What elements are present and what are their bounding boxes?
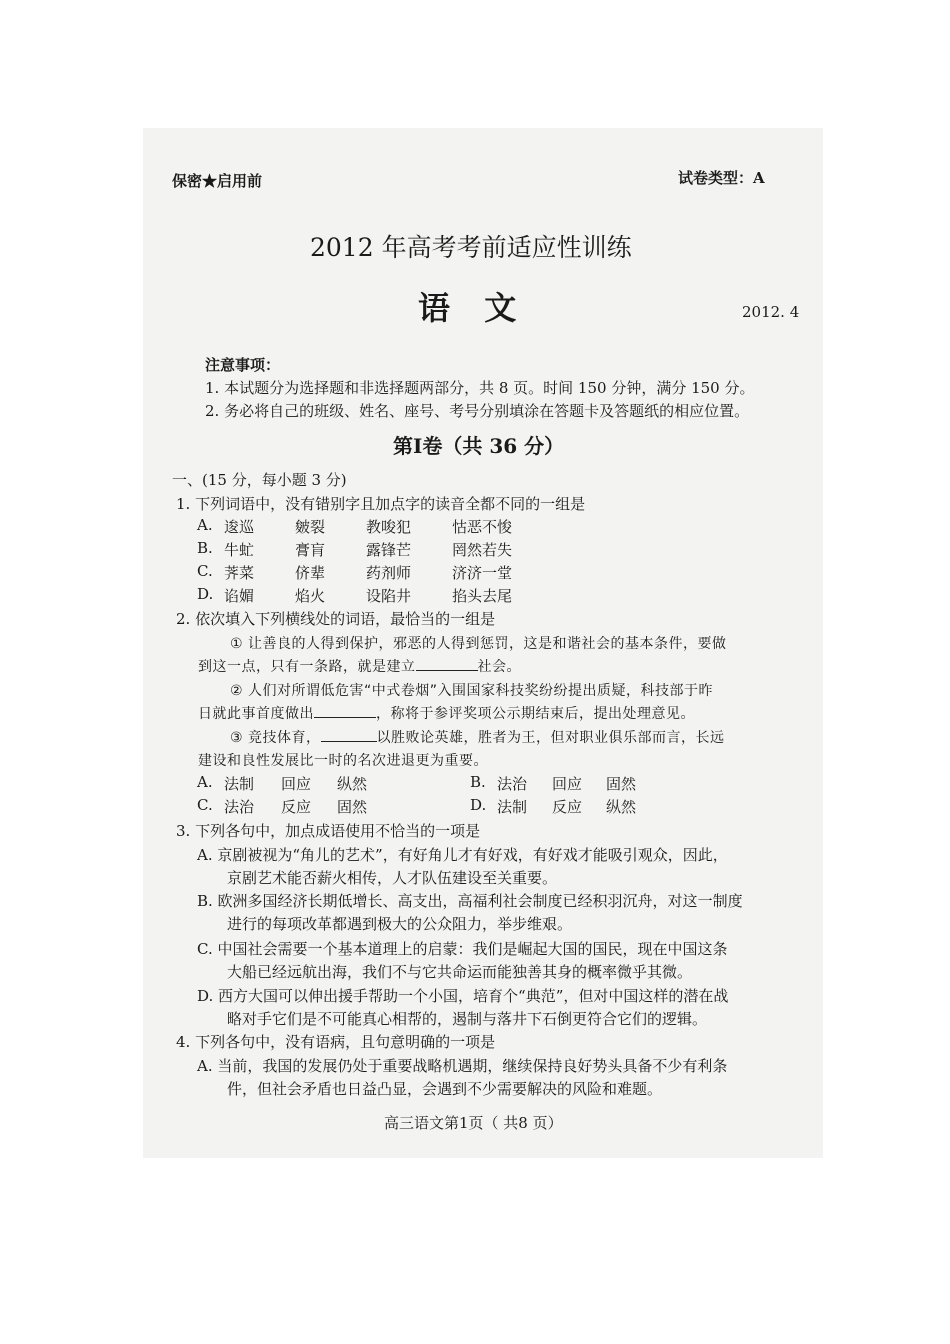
paper-type-label: 试卷类型：A [678, 169, 765, 187]
q3-option-c-line1: C. 中国社会需要一个基本道理上的启蒙：我们是崛起大国的国民，现在中国这条 [197, 940, 728, 958]
q2-option-d: D. 法制 反应 纵然 [470, 796, 637, 816]
q2-blank-1 [416, 658, 478, 671]
subject-title: 语 文 [418, 289, 521, 327]
q3-option-c-line2: 大船已经远航出海，我们不与它共命运而能独善其身的概率微乎其微。 [227, 963, 693, 981]
q2-blank-3 [321, 729, 377, 742]
q2-option-c: C. 法治 反应 固然 [197, 796, 368, 816]
q2-para2-line1: ② 人们对所谓低危害“中式卷烟”入围国家科技奖纷纷提出质疑，科技部于昨 [230, 683, 714, 699]
q3-stem: 3. 下列各句中，加点成语使用不恰当的一项是 [176, 822, 481, 840]
exam-date: 2012. 4 [742, 303, 800, 321]
q3-option-b-line2: 进行的每项改革都遇到极大的公众阻力，举步维艰。 [227, 915, 573, 933]
q2-option-a: A. 法制 回应 纵然 [197, 773, 368, 793]
q2-para3-line2: 建设和良性发展比一时的名次进退更为重要。 [198, 753, 488, 769]
q2-para3-line1: ③ 竞技体育， 以胜败论英雄，胜者为王，但对职业俱乐部而言，长远 [230, 730, 725, 746]
q1-option-a: A. 逡巡 皴裂 教唆犯 怙恶不悛 [197, 516, 513, 536]
q1-option-b: B. 牛虻 膏肓 露锋芒 罔然若失 [197, 539, 513, 559]
q3-option-a-line1: A. 京剧被视为“角儿的艺术”，有好角儿才有好戏，有好戏才能吸引观众，因此， [197, 846, 728, 864]
exam-title: 2012 年高考考前适应性训练 [310, 233, 632, 262]
q2-para1-line1: ① 让善良的人得到保护，邪恶的人得到惩罚，这是和谐社会的基本条件，要做 [230, 636, 727, 652]
section-heading: 一、(15 分，每小题 3 分) [172, 471, 347, 489]
q2-blank-2 [314, 705, 376, 718]
volume-title: 第Ⅰ卷（共 36 分） [393, 434, 565, 458]
q3-option-a-line2: 京剧艺术能否薪火相传，人才队伍建设至关重要。 [227, 869, 558, 887]
q1-option-c: C. 荠菜 侪辈 药剂师 济济一堂 [197, 562, 513, 582]
q2-para2-line2: 日就此事首度做出 ，称将于参评奖项公示期结束后，提出处理意见。 [198, 706, 695, 722]
q2-option-b: B. 法治 回应 固然 [470, 773, 637, 793]
notes-item-2: 2. 务必将自己的班级、姓名、座号、考号分别填涂在答题卡及答题纸的相应位置。 [205, 402, 750, 420]
q3-option-d-line2: 略对手它们是不可能真心相帮的，遏制与落井下石倒更符合它们的逻辑。 [227, 1010, 708, 1028]
confidential-label: 保密★启用前 [172, 172, 263, 190]
q4-option-a-line1: A. 当前，我国的发展仍处于重要战略机遇期，继续保持良好势头具备不少有利条 [197, 1057, 728, 1075]
q2-para1-line2: 到这一点，只有一条路，就是建立 社会。 [198, 659, 521, 675]
q3-option-b-line1: B. 欧洲多国经济长期低增长、高支出，高福利社会制度已经积羽沉舟，对这一制度 [197, 892, 743, 910]
q4-option-a-line2: 件，但社会矛盾也日益凸显，会遇到不少需要解决的风险和难题。 [227, 1080, 663, 1098]
q1-stem: 1. 下列词语中，没有错别字且加点字的读音全都不同的一组是 [176, 495, 586, 513]
notes-heading: 注意事项： [205, 356, 281, 374]
notes-item-1: 1. 本试题分为选择题和非选择题两部分，共 8 页。时间 150 分钟，满分 150 分。 [205, 379, 755, 397]
q3-option-d-line1: D. 西方大国可以伸出援手帮助一个小国，培育个“典范”，但对中国这样的潜在战 [197, 987, 729, 1005]
q1-option-d: D. 谄媚 焰火 设陷井 掐头去尾 [197, 585, 513, 605]
page-footer: 高三语文第1页（ 共8 页） [384, 1114, 563, 1132]
q2-stem: 2. 依次填入下列横线处的词语，最恰当的一组是 [176, 610, 496, 628]
q4-stem: 4. 下列各句中，没有语病，且句意明确的一项是 [176, 1033, 496, 1051]
